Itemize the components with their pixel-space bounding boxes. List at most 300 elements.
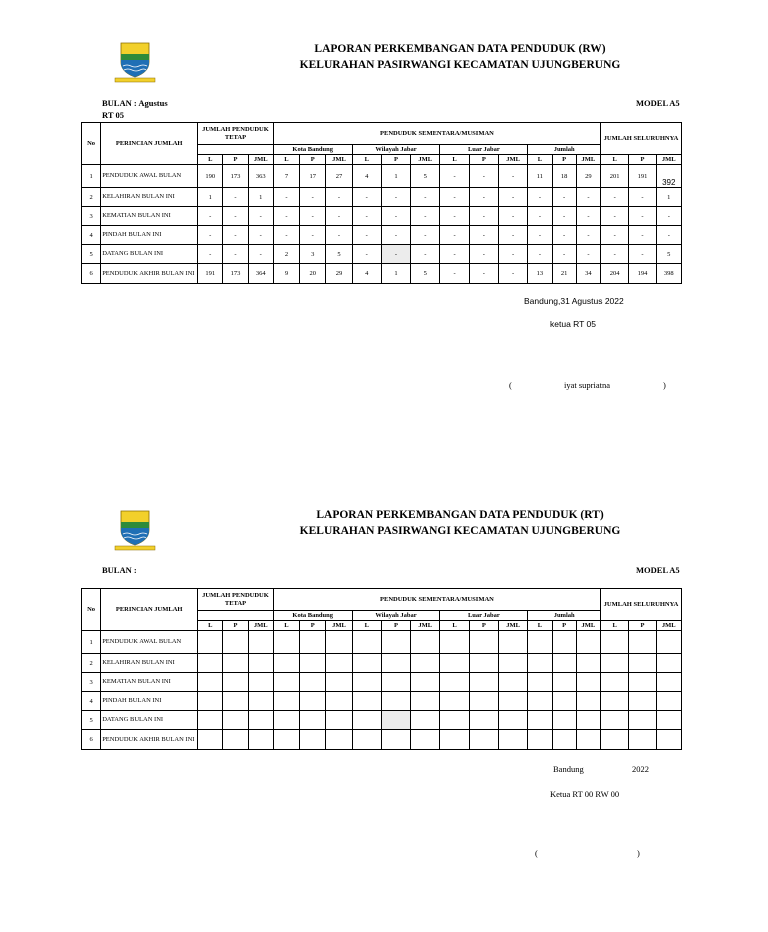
header-jml: JML — [576, 621, 600, 631]
table-cell: 18 — [552, 165, 576, 188]
header-jml: JML — [656, 621, 681, 631]
table-cell: - — [248, 226, 273, 245]
header-l: L — [352, 155, 381, 165]
table-cell — [576, 631, 600, 654]
table-cell — [248, 631, 273, 654]
table-cell — [223, 711, 248, 730]
table-cell — [352, 673, 381, 692]
table-row — [82, 207, 682, 226]
header-group-jumlah: Jumlah — [528, 145, 601, 155]
table-cell — [601, 654, 629, 673]
table-cell — [411, 673, 440, 692]
table-cell — [601, 711, 629, 730]
table-cell: - — [411, 188, 440, 207]
row-label: KELAHIRAN BULAN INI — [101, 654, 198, 673]
header-l: L — [528, 155, 552, 165]
table-row — [82, 245, 682, 264]
table-cell: - — [248, 207, 273, 226]
table-cell — [440, 654, 469, 673]
table-cell — [499, 631, 528, 654]
table-cell — [629, 673, 656, 692]
row-number: 2 — [82, 654, 101, 673]
table-cell: - — [552, 226, 576, 245]
table-cell: 194 — [629, 264, 656, 284]
table-cell — [528, 730, 552, 750]
table-cell: - — [273, 207, 299, 226]
table-cell: 191 — [629, 165, 656, 188]
row-number: 1 — [82, 631, 101, 654]
table-cell — [469, 673, 498, 692]
table-cell — [273, 692, 299, 711]
table-cell — [248, 654, 273, 673]
table-row — [82, 188, 682, 207]
header-group-kota: Kota Bandung — [273, 145, 352, 155]
table-cell: - — [656, 226, 681, 245]
table-cell: - — [440, 165, 469, 188]
table-cell — [469, 692, 498, 711]
table-cell — [300, 631, 326, 654]
table-cell — [381, 654, 410, 673]
table-cell — [411, 631, 440, 654]
table-row — [82, 673, 682, 692]
table-cell — [248, 711, 273, 730]
header-spacer — [198, 611, 274, 621]
model-label: MODEL A5 — [636, 565, 680, 575]
table-cell — [528, 673, 552, 692]
table-cell: - — [381, 188, 410, 207]
table-cell: - — [469, 188, 498, 207]
table-cell — [601, 631, 629, 654]
table-cell: - — [576, 207, 600, 226]
report-title: LAPORAN PERKEMBANGAN DATA PENDUDUK (RW) KELURAHAN PASIRWANGI KECAMATAN UJUNGBERUNG — [299, 43, 621, 71]
row-label: PINDAH BULAN INI — [101, 692, 198, 711]
header-group-wilayah: Wilayah Jabar — [352, 611, 440, 621]
table-cell: - — [198, 226, 223, 245]
table-cell — [469, 711, 498, 730]
table-cell — [352, 692, 381, 711]
table-cell: 364 — [248, 264, 273, 284]
table-cell — [601, 673, 629, 692]
table-cell: 204 — [601, 264, 629, 284]
table-cell — [352, 654, 381, 673]
header-sementara: PENDUDUK SEMENTARA/MUSIMAN — [273, 123, 600, 145]
header-jml: JML — [499, 155, 528, 165]
table-cell — [411, 730, 440, 750]
row-number: 3 — [82, 207, 101, 226]
table-cell — [499, 692, 528, 711]
table-cell: - — [629, 207, 656, 226]
table-cell — [198, 654, 223, 673]
table-cell: 4 — [352, 165, 381, 188]
table-cell — [326, 730, 352, 750]
table-cell: - — [381, 207, 410, 226]
table-cell — [381, 673, 410, 692]
table-cell — [469, 631, 498, 654]
table-row — [82, 631, 682, 654]
table-cell: - — [528, 188, 552, 207]
row-number: 4 — [82, 226, 101, 245]
population-report-table — [81, 588, 682, 750]
table-cell — [552, 692, 576, 711]
table-cell — [326, 654, 352, 673]
table-cell: - — [601, 245, 629, 264]
table-cell: - — [656, 207, 681, 226]
header-jml: JML — [411, 155, 440, 165]
row-number: 2 — [82, 188, 101, 207]
row-number: 5 — [82, 245, 101, 264]
header-perincian: PERINCIAN JUMLAH — [101, 123, 198, 165]
table-cell: 392 — [656, 165, 681, 188]
table-cell — [440, 730, 469, 750]
table-cell: - — [300, 207, 326, 226]
header-jumlah-seluruh: JUMLAH SELURUHNYA — [601, 589, 682, 621]
row-label: KELAHIRAN BULAN INI — [101, 188, 198, 207]
table-cell — [273, 730, 299, 750]
row-number: 1 — [82, 165, 101, 188]
table-cell — [352, 730, 381, 750]
row-number: 6 — [82, 730, 101, 750]
table-cell — [499, 711, 528, 730]
table-cell — [326, 711, 352, 730]
header-l: L — [440, 155, 469, 165]
table-cell: 5 — [411, 165, 440, 188]
table-cell — [198, 673, 223, 692]
header-l: L — [601, 155, 629, 165]
header-l: L — [273, 155, 299, 165]
table-cell — [381, 730, 410, 750]
table-cell: - — [440, 245, 469, 264]
table-cell — [469, 654, 498, 673]
table-row — [82, 730, 682, 750]
table-cell: - — [528, 207, 552, 226]
row-label: PENDUDUK AWAL BULAN — [101, 165, 198, 188]
table-cell — [528, 631, 552, 654]
table-cell — [528, 654, 552, 673]
table-cell — [656, 631, 681, 654]
table-cell: 1 — [656, 188, 681, 207]
signature-close-paren: ) — [663, 380, 666, 390]
header-p: P — [223, 621, 248, 631]
table-cell: - — [223, 188, 248, 207]
header-l: L — [198, 155, 223, 165]
header-jml: JML — [411, 621, 440, 631]
table-cell — [198, 711, 223, 730]
header-group-kota: Kota Bandung — [273, 611, 352, 621]
table-cell: - — [440, 207, 469, 226]
header-p: P — [629, 155, 656, 165]
report-title: LAPORAN PERKEMBANGAN DATA PENDUDUK (RT) KELURAHAN PASIRWANGI KECAMATAN UJUNGBERUNG — [299, 509, 621, 537]
table-cell — [381, 692, 410, 711]
table-cell: - — [469, 245, 498, 264]
header-jml: JML — [326, 621, 352, 631]
header-l: L — [601, 621, 629, 631]
table-cell: - — [381, 226, 410, 245]
table-cell — [273, 631, 299, 654]
table-cell: 7 — [273, 165, 299, 188]
header-spacer — [198, 145, 274, 155]
table-cell: - — [440, 264, 469, 284]
table-cell: 201 — [601, 165, 629, 188]
table-cell: - — [440, 226, 469, 245]
table-cell — [300, 673, 326, 692]
date-line-year: 2022 — [632, 764, 649, 774]
table-cell: - — [552, 245, 576, 264]
row-label: DATANG BULAN INI — [101, 711, 198, 730]
table-cell — [248, 673, 273, 692]
table-cell: 173 — [223, 264, 248, 284]
table-cell: - — [381, 245, 410, 264]
table-row — [82, 264, 682, 284]
table-cell: - — [326, 226, 352, 245]
header-jumlah-tetap: JUMLAH PENDUDUK TETAP — [198, 589, 274, 611]
table-cell — [223, 692, 248, 711]
table-cell — [248, 692, 273, 711]
table-cell: - — [273, 226, 299, 245]
table-cell: - — [326, 207, 352, 226]
table-cell — [656, 673, 681, 692]
table-cell — [629, 692, 656, 711]
table-cell — [552, 654, 576, 673]
table-cell: 13 — [528, 264, 552, 284]
table-cell: - — [552, 207, 576, 226]
table-cell: 9 — [273, 264, 299, 284]
table-cell: - — [499, 165, 528, 188]
table-cell: - — [223, 245, 248, 264]
table-cell — [440, 711, 469, 730]
table-cell — [223, 631, 248, 654]
row-number: 3 — [82, 673, 101, 692]
row-label: KEMATIAN BULAN INI — [101, 673, 198, 692]
header-l: L — [528, 621, 552, 631]
table-cell: 2 — [273, 245, 299, 264]
table-row — [82, 654, 682, 673]
table-cell: 363 — [248, 165, 273, 188]
table-cell — [656, 692, 681, 711]
table-cell: - — [352, 245, 381, 264]
table-cell — [326, 631, 352, 654]
table-cell: 190 — [198, 165, 223, 188]
table-cell: 17 — [300, 165, 326, 188]
table-cell — [499, 654, 528, 673]
table-cell — [300, 730, 326, 750]
table-cell — [552, 711, 576, 730]
header-group-jumlah: Jumlah — [528, 611, 601, 621]
header-group-wilayah: Wilayah Jabar — [352, 145, 440, 155]
signature-open-paren: ( — [535, 848, 538, 858]
table-cell: - — [469, 165, 498, 188]
header-jumlah-seluruh: JUMLAH SELURUHNYA — [601, 123, 682, 155]
header-l: L — [273, 621, 299, 631]
table-cell — [223, 654, 248, 673]
rt-label: RT 05 — [102, 110, 124, 120]
table-cell: - — [499, 207, 528, 226]
table-cell: - — [469, 264, 498, 284]
table-cell — [528, 711, 552, 730]
table-cell: - — [300, 226, 326, 245]
table-cell — [273, 673, 299, 692]
table-cell: - — [629, 188, 656, 207]
header-p: P — [629, 621, 656, 631]
table-cell: 1 — [381, 165, 410, 188]
table-cell: - — [411, 226, 440, 245]
header-p: P — [552, 155, 576, 165]
table-row — [82, 226, 682, 245]
table-cell: - — [499, 245, 528, 264]
table-cell: - — [198, 207, 223, 226]
table-cell — [300, 654, 326, 673]
signer-role: Ketua RT 00 RW 00 — [550, 789, 620, 799]
table-cell: 29 — [576, 165, 600, 188]
table-cell — [326, 692, 352, 711]
table-row — [82, 165, 682, 188]
table-cell: 1 — [381, 264, 410, 284]
table-cell: 3 — [300, 245, 326, 264]
table-cell: 4 — [352, 264, 381, 284]
table-cell: - — [499, 226, 528, 245]
table-cell: - — [576, 188, 600, 207]
population-report-table — [81, 122, 682, 284]
table-cell — [576, 730, 600, 750]
row-label: PENDUDUK AKHIR BULAN INI — [101, 264, 198, 284]
table-cell — [326, 673, 352, 692]
table-cell: - — [499, 264, 528, 284]
table-cell — [273, 711, 299, 730]
table-cell — [552, 673, 576, 692]
table-cell: 1 — [248, 188, 273, 207]
table-cell: 1 — [198, 188, 223, 207]
table-cell: - — [198, 245, 223, 264]
table-cell — [223, 730, 248, 750]
table-cell: - — [352, 226, 381, 245]
table-cell: - — [440, 188, 469, 207]
table-cell — [352, 711, 381, 730]
signer-role: ketua RT 05 — [550, 319, 596, 329]
header-jml: JML — [576, 155, 600, 165]
row-label: DATANG BULAN INI — [101, 245, 198, 264]
table-cell: - — [528, 226, 552, 245]
header-p: P — [300, 621, 326, 631]
header-p: P — [469, 155, 498, 165]
table-row — [82, 692, 682, 711]
row-number: 5 — [82, 711, 101, 730]
table-cell: - — [326, 188, 352, 207]
table-cell: - — [248, 245, 273, 264]
table-cell — [576, 711, 600, 730]
row-label: PENDUDUK AKHIR BULAN INI — [101, 730, 198, 750]
signature-close-paren: ) — [637, 848, 640, 858]
table-cell: 20 — [300, 264, 326, 284]
table-cell — [223, 673, 248, 692]
table-cell: 173 — [223, 165, 248, 188]
table-cell: - — [223, 207, 248, 226]
table-cell — [440, 631, 469, 654]
header-no: No — [82, 123, 101, 165]
table-cell — [300, 692, 326, 711]
header-jumlah-tetap: JUMLAH PENDUDUK TETAP — [198, 123, 274, 145]
header-l: L — [198, 621, 223, 631]
table-cell: - — [576, 245, 600, 264]
table-cell — [528, 692, 552, 711]
table-cell — [248, 730, 273, 750]
table-cell — [381, 711, 410, 730]
bulan-label: BULAN : — [102, 565, 137, 575]
header-jml: JML — [656, 155, 681, 165]
table-cell: 34 — [576, 264, 600, 284]
table-cell: 29 — [326, 264, 352, 284]
header-l: L — [440, 621, 469, 631]
table-cell: 5 — [326, 245, 352, 264]
table-cell — [656, 654, 681, 673]
table-cell: - — [411, 245, 440, 264]
header-group-luar: Luar Jabar — [440, 611, 528, 621]
table-cell — [629, 711, 656, 730]
row-number: 6 — [82, 264, 101, 284]
signer-name: iyat supriatna — [564, 380, 611, 390]
table-cell — [601, 692, 629, 711]
row-label: KEMATIAN BULAN INI — [101, 207, 198, 226]
table-cell — [440, 692, 469, 711]
table-cell: 191 — [198, 264, 223, 284]
header-p: P — [469, 621, 498, 631]
table-cell: - — [528, 245, 552, 264]
header-p: P — [381, 155, 410, 165]
table-cell: 11 — [528, 165, 552, 188]
header-jml: JML — [248, 155, 273, 165]
table-cell — [300, 711, 326, 730]
table-cell: - — [300, 188, 326, 207]
table-cell — [656, 730, 681, 750]
table-cell: - — [352, 207, 381, 226]
table-cell: - — [576, 226, 600, 245]
table-cell — [601, 730, 629, 750]
table-cell — [198, 692, 223, 711]
header-jml: JML — [499, 621, 528, 631]
table-cell: - — [552, 188, 576, 207]
table-cell — [552, 631, 576, 654]
header-no: No — [82, 589, 101, 631]
table-cell: 5 — [411, 264, 440, 284]
table-cell: - — [629, 226, 656, 245]
table-row — [82, 711, 682, 730]
table-cell: - — [273, 188, 299, 207]
table-cell: - — [499, 188, 528, 207]
table-cell: - — [352, 188, 381, 207]
table-cell: - — [601, 207, 629, 226]
table-cell — [411, 654, 440, 673]
table-cell — [352, 631, 381, 654]
table-cell — [273, 654, 299, 673]
table-cell — [198, 730, 223, 750]
row-label: PENDUDUK AWAL BULAN — [101, 631, 198, 654]
table-cell: - — [469, 226, 498, 245]
date-line: Bandung,31 Agustus 2022 — [524, 296, 624, 306]
table-cell — [499, 730, 528, 750]
table-cell — [629, 730, 656, 750]
table-cell: 5 — [656, 245, 681, 264]
table-cell: - — [223, 226, 248, 245]
table-cell: - — [601, 226, 629, 245]
table-cell — [198, 631, 223, 654]
header-p: P — [223, 155, 248, 165]
table-cell — [576, 654, 600, 673]
table-cell — [629, 631, 656, 654]
header-jml: JML — [248, 621, 273, 631]
table-cell — [381, 631, 410, 654]
header-l: L — [352, 621, 381, 631]
header-jml: JML — [326, 155, 352, 165]
table-cell: 398 — [656, 264, 681, 284]
table-cell: - — [601, 188, 629, 207]
